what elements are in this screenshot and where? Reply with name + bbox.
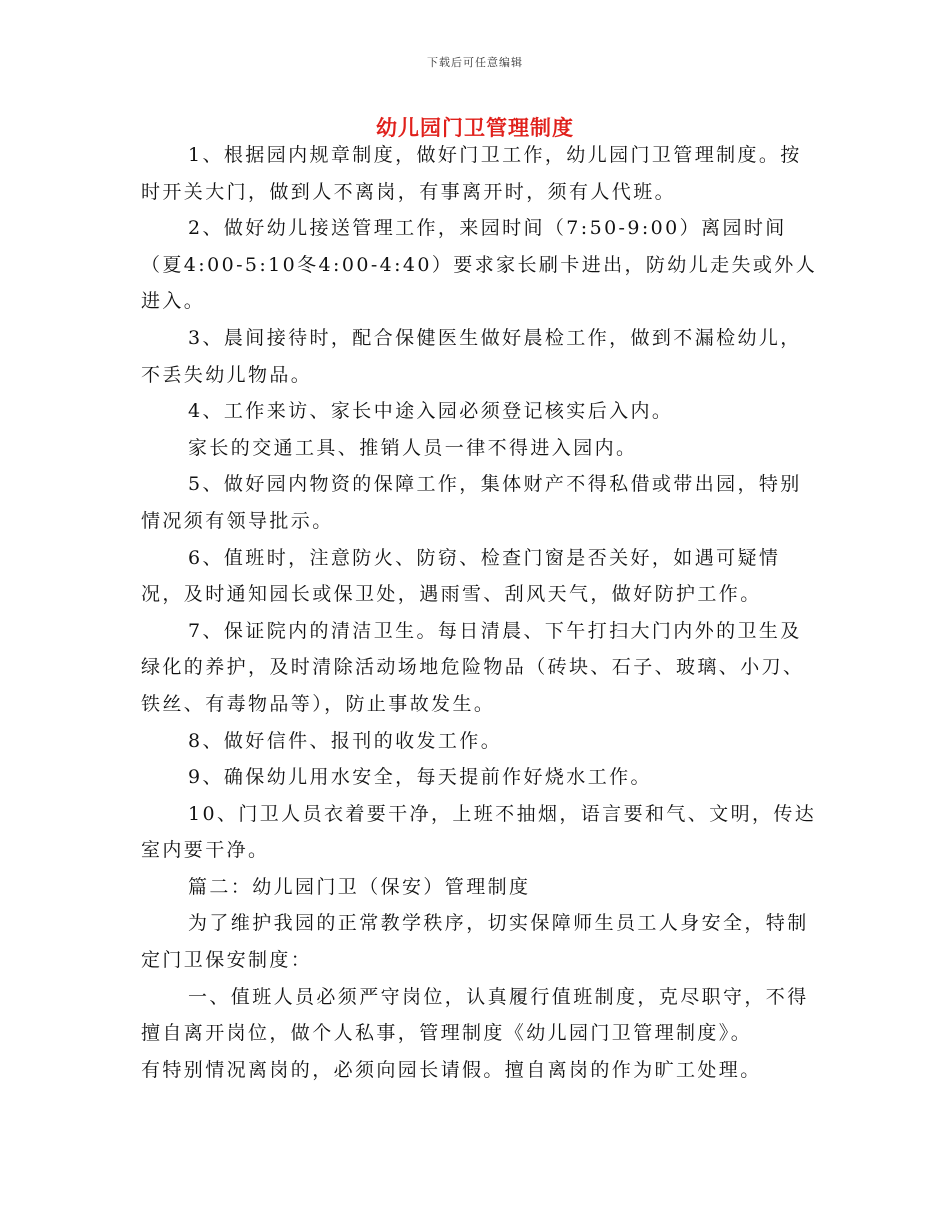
paragraph-3: 3、晨间接待时，配合保健医生做好晨检工作，做到不漏检幼儿，不丢失幼儿物品。 [141, 326, 802, 386]
part-two-rule-1: 一、值班人员必须严守岗位，认真履行值班制度，克尽职守，不得擅自离开岗位，做个人私事，管理制度《幼儿园门卫管理制度》。 [141, 985, 809, 1045]
paragraph-8: 8、做好信件、报刊的收发工作。 [188, 729, 503, 752]
part-two-rule-1-continued: 有特别情况离岗的，必须向园长请假。擅自离岗的作为旷工处理。 [141, 1058, 762, 1081]
paragraph-4: 4、工作来访、家长中途入园必须登记核实后入内。 [188, 400, 674, 423]
document-body [141, 137, 821, 1088]
part-two-intro: 为了维护我园的正常教学秩序，切实保障师生员工人身安全，特制定门卫保安制度： [141, 912, 809, 972]
paragraph-6: 6、值班时，注意防火、防窃、检查门窗是否关好，如遇可疑情况，及时通知园长或保卫处，遇雨雪、刮风天气，做好防护工作。 [141, 546, 781, 606]
paragraph-4-continued: 家长的交通工具、推销人员一律不得进入园内。 [188, 436, 638, 459]
paragraph-10: 10、门卫人员衣着要干净，上班不抽烟，语言要和气、文明，传达室内要干净。 [141, 802, 817, 862]
paragraph-2: 2、做好幼儿接送管理工作，来园时间（7:50-9:00）离园时间（夏4:00-5:10冬4:00-4:40）要求家长刷卡进出，防幼儿走失或外人进入。 [141, 217, 818, 313]
paragraph-1: 1、根据园内规章制度，做好门卫工作，幼儿园门卫管理制度。按时开关大门，做到人不离岗，有事离开时，须有人代班。 [141, 144, 802, 203]
document-title: 幼儿园门卫管理制度 [376, 115, 574, 140]
paragraph-9: 9、确保幼儿用水安全，每天提前作好烧水工作。 [188, 766, 652, 789]
paragraph-7: 7、保证院内的清洁卫生。每日清晨、下午打扫大门内外的卫生及绿化的养护，及时清除活动场地危险物品（砖块、石子、玻璃、小刀、铁丝、有毒物品等），防止事故发生。 [141, 619, 805, 715]
page-header-note: 下载后可任意编辑 [427, 56, 523, 69]
section-heading-part-two: 篇二：幼儿园门卫（保安）管理制度 [188, 875, 531, 898]
paragraph-5: 5、做好园内物资的保障工作，集体财产不得私借或带出园，特别情况须有领导批示。 [141, 473, 802, 532]
